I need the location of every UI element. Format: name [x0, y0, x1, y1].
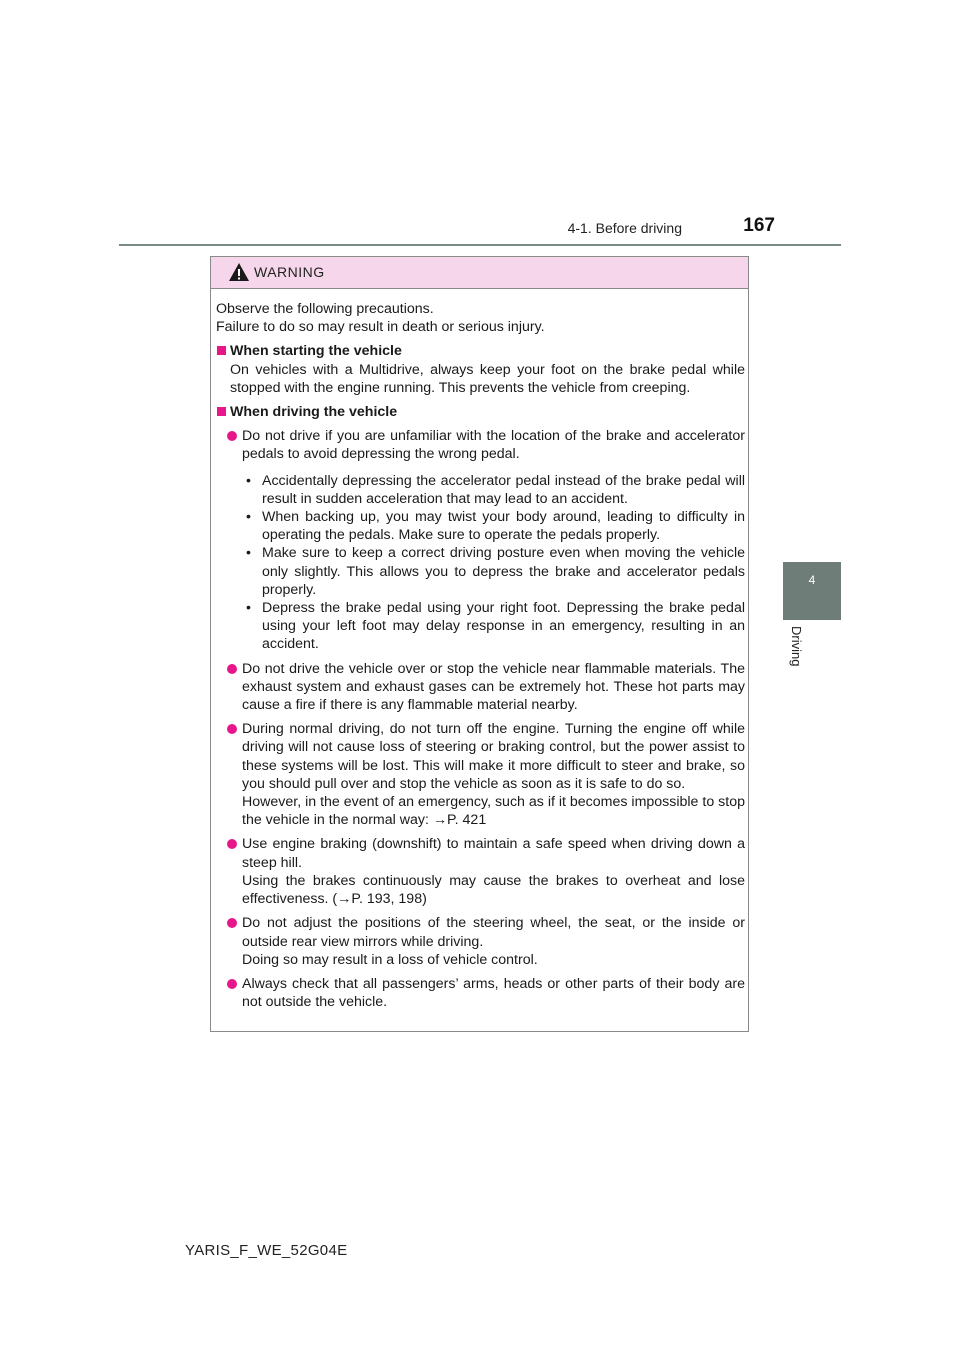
section-heading: When starting the vehicle	[216, 342, 745, 360]
list-item: Do not adjust the positions of the steering wheel, the seat, or the inside or outside rear view mirrors while driving. Doing so may result in a loss of vehicle control.	[216, 914, 745, 969]
intro-line: Observe the following precautions.	[216, 301, 434, 317]
sub-list	[216, 472, 745, 654]
circle-bullet-icon	[227, 664, 237, 674]
warning-triangle-icon	[228, 262, 250, 282]
sub-list-item: • When backing up, you may twist your body around, leading to difficulty in operating the pedals. Make sure to operate the pedals properly.	[246, 509, 745, 544]
warning-title: WARNING	[254, 264, 325, 280]
header-rule	[119, 244, 841, 246]
circle-bullet-icon	[227, 839, 237, 849]
section-heading: When driving the vehicle	[216, 403, 745, 421]
circle-bullet-icon	[227, 724, 237, 734]
chapter-tab	[783, 562, 841, 620]
sub-list-item: • Make sure to keep a correct driving posture even when moving the vehicle only slightly. This allows you to depress the brake and accelerator pedals properly.	[246, 545, 745, 598]
square-bullet-icon	[217, 346, 226, 355]
page-number: 167	[743, 215, 775, 236]
list-item: Use engine braking (downshift) to maintain a safe speed when driving down a steep hill. Using the brakes continuously may cause the brakes to overheat and lose effectiveness. (→P. 193, 198)	[216, 835, 745, 908]
section-title: 4-1. Before driving	[567, 220, 682, 236]
warning-body	[216, 300, 745, 1011]
circle-bullet-icon	[227, 918, 237, 928]
sub-list-item: • Accidentally depressing the accelerator pedal instead of the brake pedal will result in sudden acceleration that may lead to an accident.	[246, 472, 745, 507]
chapter-label-vertical	[776, 626, 820, 674]
footer-code: YARIS_F_WE_52G04E	[185, 1242, 348, 1259]
warning-header	[211, 257, 748, 289]
circle-bullet-icon	[227, 431, 237, 441]
list-item: Do not drive if you are unfamiliar with the location of the brake and accelerator pedals to avoid depressing the wrong pedal. • Accidentally depressing the accelerator pedal instead of the brake pedal will result in sudden acceleration that may lead to an accident. • When backing up, you may twist your body around, leading to difficulty in operating the pedals. Make sure to operate the pedals properly. • Make sure to keep a correct driving posture even when moving the vehicle only slightly. This allows you to depress the brake and accelerator pedals properly. • Depress the brake pedal using your right foot. Depressing the brake pedal using your left foot may delay response in an emergency, resulting in an accident.	[216, 427, 745, 653]
circle-bullet-icon	[227, 979, 237, 989]
chapter-number: 4	[808, 573, 816, 587]
chapter-label: Driving	[789, 626, 804, 667]
intro-line: Failure to do so may result in death or serious injury.	[216, 319, 545, 336]
list-item: Do not drive the vehicle over or stop the vehicle near flammable materials. The exhaust system and exhaust gases can be extremely hot. These hot parts may cause a fire if there is any flammable material nearby.	[216, 660, 745, 715]
sub-list-item: • Depress the brake pedal using your right foot. Depressing the brake pedal using your left foot may delay response in an emergency, resulting in an accident.	[246, 600, 745, 653]
list-item: During normal driving, do not turn off the engine. Turning the engine off while driving will not cause loss of steering or braking control, but the power assist to these systems will be lost. This will make it more difficult to steer and brake, so you should pull over and stop the vehicle as soon as it is safe to do so. However, in the event of an emergency, such as if it becomes impossible to stop the vehicle in the normal way: →P. 421	[216, 720, 745, 829]
list-item: Always check that all passengers’ arms, heads or other parts of their body are not outside the vehicle.	[216, 975, 745, 1011]
section-text: On vehicles with a Multidrive, always keep your foot on the brake pedal while stopped with the engine running. This prevents the vehicle from creeping.	[230, 361, 745, 396]
warning-box	[210, 256, 749, 1032]
square-bullet-icon	[217, 407, 226, 416]
